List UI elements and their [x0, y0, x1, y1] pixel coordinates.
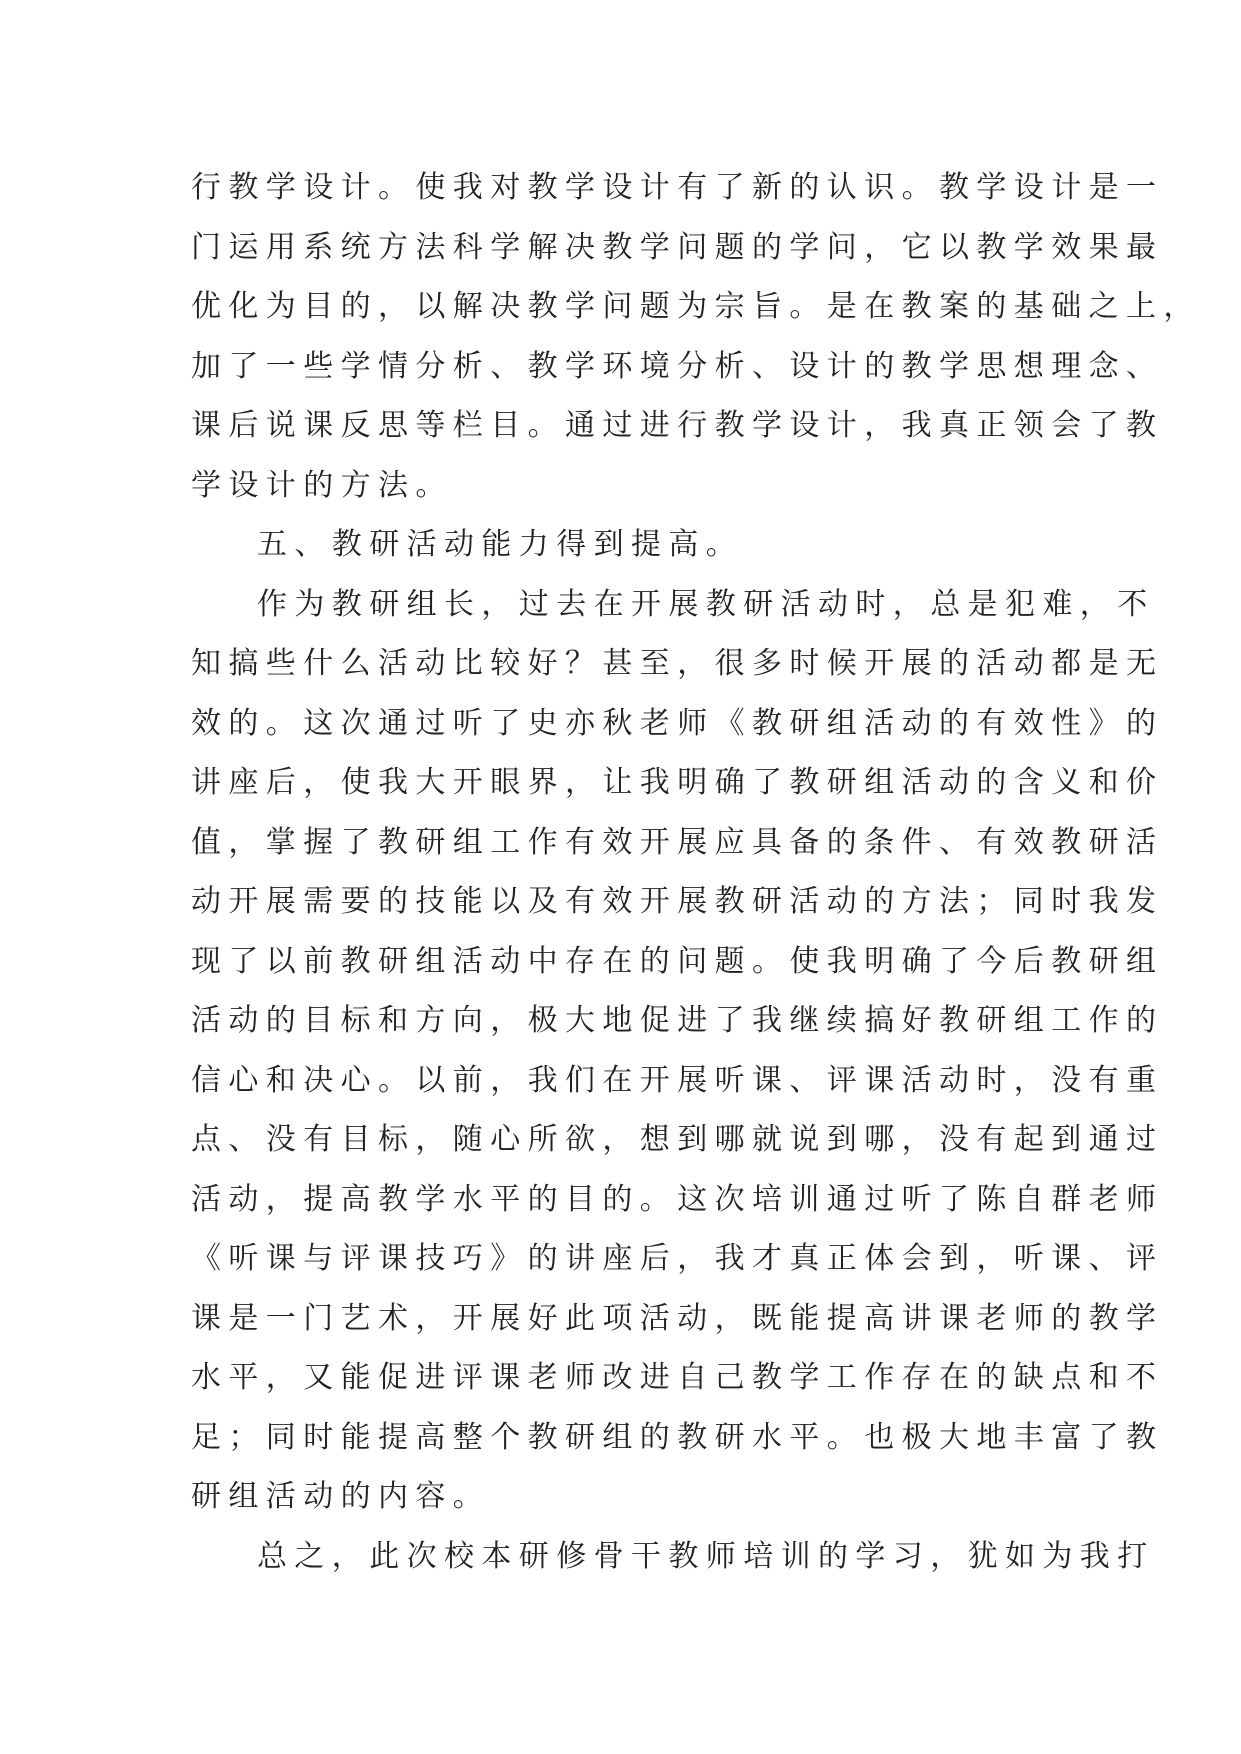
- text-line: 水平，又能促进评课老师改进自己教学工作存在的缺点和不: [191, 1360, 1164, 1395]
- text-line: 《听课与评课技巧》的讲座后，我才真正体会到，听课、评: [191, 1241, 1164, 1276]
- text-line: 动开展需要的技能以及有效开展教研活动的方法；同时我发: [191, 884, 1164, 919]
- text-line: 门运用系统方法科学解决教学问题的学问，它以教学效果最: [191, 229, 1164, 265]
- text-line: 优化为目的，以解决教学问题为宗旨。是在教案的基础之上，: [191, 289, 1201, 324]
- text-line: 信心和决心。以前，我们在开展听课、评课活动时，没有重: [191, 1062, 1164, 1098]
- text-line: 加了一些学情分析、教学环境分析、设计的教学思想理念、: [191, 348, 1164, 384]
- text-line: 作为教研组长，过去在开展教研活动时，总是犯难，不: [257, 586, 1155, 622]
- text-line: 点、没有目标，随心所欲，想到哪就说到哪，没有起到通过: [191, 1122, 1164, 1157]
- text-line: 研组活动的内容。: [191, 1479, 491, 1514]
- text-line: 足；同时能提高整个教研组的教研水平。也极大地丰富了教: [191, 1419, 1164, 1455]
- text-line: 讲座后，使我大开眼界，让我明确了教研组活动的含义和价: [191, 765, 1164, 800]
- text-line: 活动，提高教学水平的目的。这次培训通过听了陈自群老师: [191, 1181, 1164, 1217]
- text-line: 学设计的方法。: [191, 467, 453, 503]
- text-line: 活动的目标和方向，极大地促进了我继续搞好教研组工作的: [191, 1003, 1164, 1038]
- text-line: 总之，此次校本研修骨干教师培训的学习，犹如为我打: [257, 1538, 1155, 1574]
- text-line: 课后说课反思等栏目。通过进行教学设计，我真正领会了教: [191, 408, 1164, 443]
- text-line: 行教学设计。使我对教学设计有了新的认识。教学设计是一: [191, 170, 1164, 205]
- text-line: 效的。这次通过听了史亦秋老师《教研组活动的有效性》的: [191, 705, 1164, 741]
- text-line: 值，掌握了教研组工作有效开展应具备的条件、有效教研活: [191, 824, 1164, 860]
- document-body: [191, 158, 1201, 1586]
- text-line: 知搞些什么活动比较好？甚至，很多时候开展的活动都是无: [191, 646, 1164, 681]
- section-heading: 五、教研活动能力得到提高。: [257, 527, 744, 562]
- text-line: 课是一门艺术，开展好此项活动，既能提高讲课老师的教学: [191, 1300, 1164, 1336]
- text-line: 现了以前教研组活动中存在的问题。使我明确了今后教研组: [191, 943, 1164, 979]
